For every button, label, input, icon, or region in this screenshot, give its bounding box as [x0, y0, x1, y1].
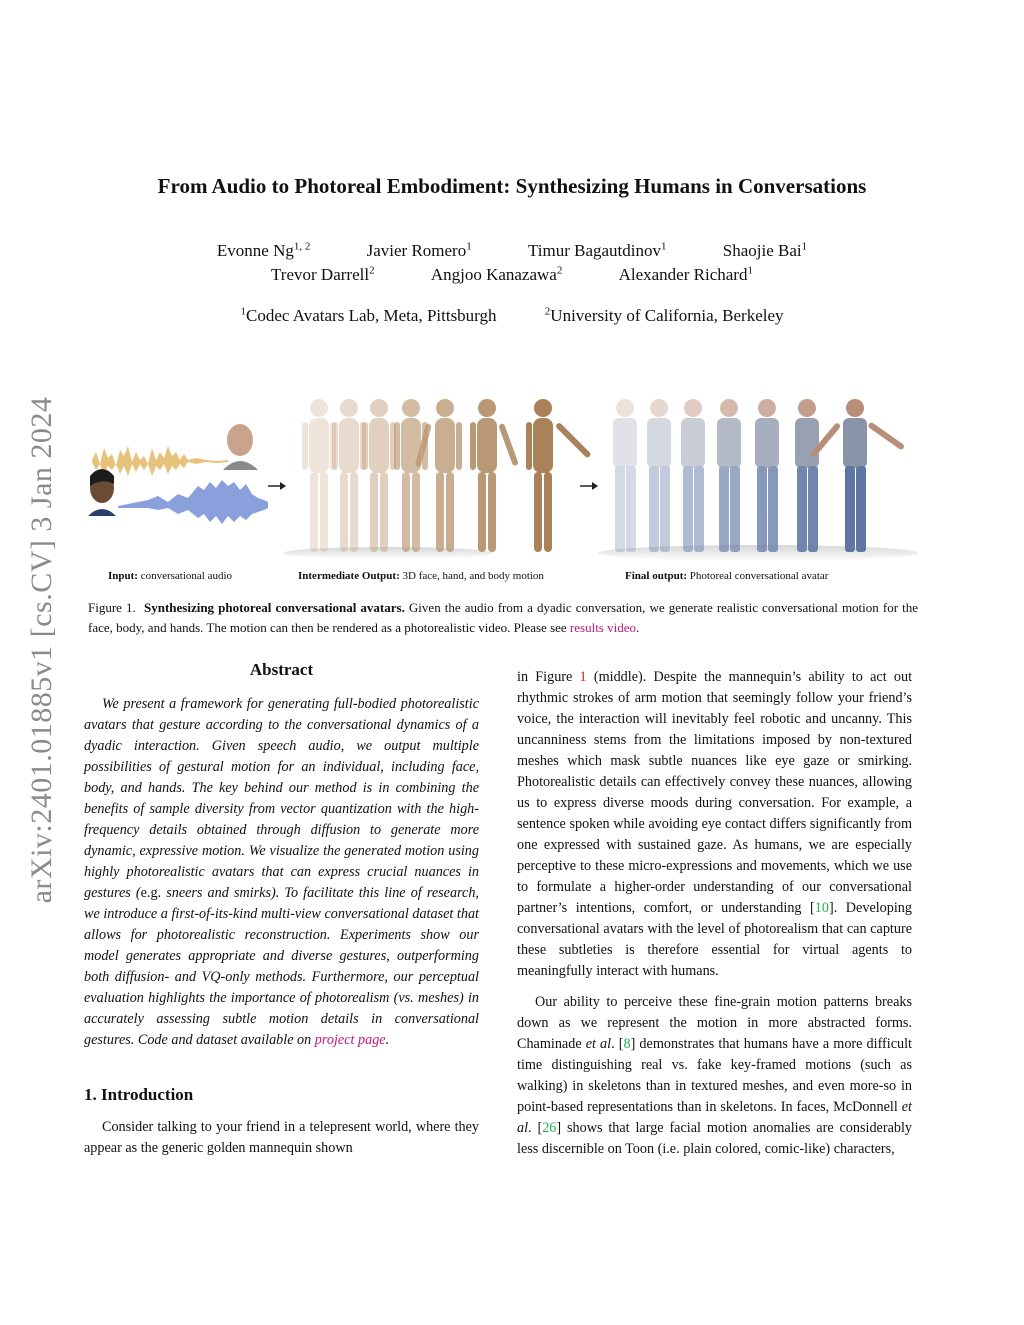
arrow-icon: [268, 482, 286, 490]
abstract-heading: Abstract: [249, 660, 314, 679]
left-column: [84, 660, 479, 1159]
citation-link[interactable]: 26: [542, 1120, 557, 1137]
citation-link[interactable]: 8: [623, 1036, 631, 1053]
affiliation: $^1$Codec Avatars Lab, Meta, Pittsburgh: [240, 305, 497, 325]
citation-link[interactable]: 10: [814, 900, 829, 917]
input-audio-panel: [88, 424, 268, 524]
author: Javier Romero$^1$: [366, 240, 472, 260]
figure-label-final: Final output: Photoreal conversational avatar: [625, 570, 829, 582]
mannequin-sequence: [283, 399, 592, 559]
speaker-face-b: [88, 469, 116, 516]
project-page-link[interactable]: project page: [314, 1032, 386, 1049]
figure-label-intermediate: Intermediate Output: 3D face, hand, and body motion: [298, 570, 544, 582]
audio-waveform-b: [118, 480, 268, 524]
arrow-icon: [580, 482, 598, 490]
author: Evonne Ng$^{1, 2}$: [216, 240, 311, 260]
photoreal-avatar-sequence: [598, 399, 918, 561]
figure-caption: Figure 1. Synthesizing photoreal conversational avatars. Given the audio from a dyadic conversation, we generate realistic conversational motion for the face, body, and hands. The motion can then be rendered as a photorealistic video. Please see results video.: [88, 600, 919, 635]
paper-title: From Audio to Photoreal Embodiment: Synthesizing Humans in Conversations: [157, 174, 867, 198]
audio-waveform-a: [92, 446, 228, 476]
author: Timur Bagautdinov$^1$: [527, 240, 667, 260]
intro-paragraph-continued: in Figure 1 (middle). Despite the mannequin’s ability to act out rhythmic strokes of arm motion that seemingly follow your friend’s voice, the interaction will inevitably feel robotic and uncanny. This uncanniness stems from the limitations imposed by non-textured meshes which mask subtle nuances like eye gaze or smirking. Photorealistic details can effectively convey these nuances, allowing us to express diverse moods during conversation. For example, a sentence spoken while avoiding eye contact differs significantly from one expressed with sustained gaze. As humans, we are especially perceptive to these micro-expressions and movements, which we use to formulate a higher-order understanding of our conversational partner’s intentions, comfort, or understanding [10]. Developing conversational avatars with the level of photorealism that can capture these subtleties is therefore essential for virtual agents to meaningfully interact with humans.: [517, 669, 913, 980]
affiliations: [0, 305, 1024, 326]
author: Trevor Darrell$^2$: [271, 264, 375, 284]
authors-row-1: [0, 240, 1024, 261]
intro-paragraph-2: Our ability to perceive these fine-grain motion patterns breaks down as we represent the motion in more abstracted forms. Chaminade et al. [8] demonstrates that humans have a more difficult time distinguishing real vs. fake key-framed motions (such as walking) in skeletons than in textured meshes, and even more-so in point-based representations than in skeletons. In faces, McDonnell et al. [26] shows that large facial motion anomalies are considerably less discernible on Toon (i.e. plain colored, comic-like) characters,: [517, 994, 912, 1158]
section-heading-introduction: 1. Introduction: [84, 1085, 194, 1105]
affiliation: $^2$University of California, Berkeley: [544, 305, 784, 325]
arxiv-identifier: arXiv:2401.01885v1 [cs.CV] 3 Jan 2024: [25, 396, 58, 904]
abstract-text: We present a framework for generating full-bodied photorealistic avatars that gesture according to the conversational dynamics of a dyadic interaction. Given speech audio, we output multiple possibilities of gestural motion for an individual, including face, body, and hands. The key behind our method is in combining the benefits of sample diversity from vector quantization with the high-frequency details obtained through diffusion to generate more dynamic, expressive motion. We visualize the generated motion using highly photorealistic avatars that can express crucial nuances in gestures (e.g. sneers and smirks). To facilitate this line of research, we introduce a first-of-its-kind multi-view conversational dataset that allows for photorealistic reconstruction. Experiments show our model generates appropriate and diverse gestures, outperforming both diffusion- and VQ-only methods. Furthermore, our perceptual evaluation highlights the importance of photorealism (vs. meshes) in accurately assessing subtle motion details in conversational gestures. Code and dataset available on project page.: [84, 696, 479, 1049]
author: Angjoo Kanazawa$^2$: [430, 264, 563, 284]
speaker-face-a: [223, 424, 258, 470]
intro-paragraph: Consider talking to your friend in a telepresent world, where they appear as the generic golden mannequin shown: [84, 1119, 479, 1157]
teaser-figure: [88, 390, 918, 565]
author: Alexander Richard$^1$: [618, 264, 753, 284]
figure-ref-link[interactable]: 1: [579, 669, 587, 685]
author: Shaojie Bai$^1$: [722, 240, 808, 260]
results-video-link[interactable]: results video: [569, 619, 636, 635]
right-column: [517, 667, 912, 1160]
authors-row-2: [0, 264, 1024, 285]
figure-label-input: Input: conversational audio: [108, 570, 233, 582]
